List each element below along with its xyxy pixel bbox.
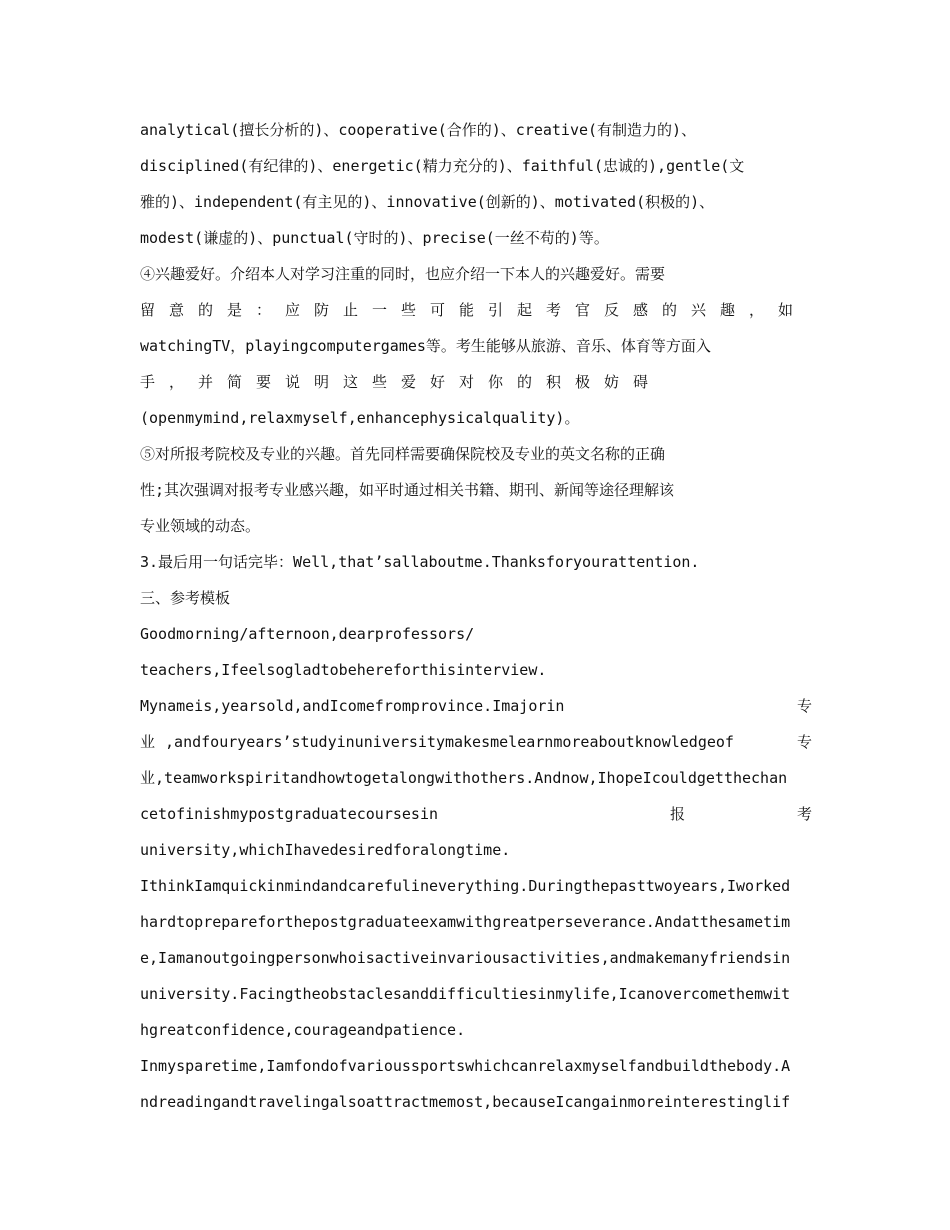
text-line: modest(谦虚的)、punctual(守时的)、precise(一丝不苟的)等。 xyxy=(140,229,609,247)
text-segment: cetofinishmypostgraduatecoursesin xyxy=(140,805,439,823)
text-line: ⑤对所报考院校及专业的兴趣。首先同样需要确保院校及专业的英文名称的正确 xyxy=(140,445,666,463)
text-line: 留意的是：应防止一些可能引起考官反感的兴趣，如 xyxy=(140,301,808,319)
text-line: Inmysparetime,Iamfondofvarioussportswhichcanrelaxmyselfandbuildthebody.A xyxy=(140,1057,791,1075)
text-line xyxy=(140,688,812,724)
text-line: (openmymind,relaxmyself,enhancephysicalquality)。 xyxy=(140,409,580,427)
text-line: 雅的)、independent(有主见的)、innovative(创新的)、motivated(积极的)、 xyxy=(140,193,715,211)
text-line: e,Iamanoutgoingpersonwhoisactiveinvariousactivities,andmakemanyfriendsin xyxy=(140,949,791,967)
text-line: disciplined(有纪律的)、energetic(精力充分的)、faithful(忠诚的),gentle(文 xyxy=(140,157,745,175)
section-heading: 三、参考模板 xyxy=(140,589,231,607)
text-segment: 考 xyxy=(796,805,812,823)
text-line: 性;其次强调对报考专业感兴趣，如平时通过相关书籍、期刊、新闻等途径理解该 xyxy=(140,481,675,499)
document-page xyxy=(140,112,812,1120)
text-segment: 专 xyxy=(796,733,812,751)
text-segment: 业 ,andfouryears’studyinuniversitymakesmelearnmoreaboutknowledgeof xyxy=(140,733,734,751)
text-line: 手，并简要说明这些爱好对你的积极妨碍 xyxy=(140,373,663,391)
text-line: analytical(擅长分析的)、cooperative(合作的)、creative(有制造力的)、 xyxy=(140,121,697,139)
text-line xyxy=(140,724,812,760)
text-line xyxy=(140,796,812,832)
text-segment: 报 xyxy=(669,805,685,823)
text-line: teachers,Ifeelsogladtobehereforthisinterview. xyxy=(140,661,547,679)
text-line: university,whichIhavedesiredforalongtime. xyxy=(140,841,511,859)
text-line: hgreatconfidence,courageandpatience. xyxy=(140,1021,466,1039)
text-line: watchingTV，playingcomputergames等。考生能够从旅游、音乐、体育等方面入 xyxy=(140,337,711,355)
text-line: ndreadingandtravelingalsoattractmemost,becauseIcangainmoreinterestinglif xyxy=(140,1093,791,1111)
text-line: 3.最后用一句话完毕：Well,that’sallaboutme.Thanksforyourattention. xyxy=(140,553,700,571)
text-segment: 专 xyxy=(796,697,812,715)
text-segment: Mynameis,yearsold,andIcomefromprovince.Imajorin xyxy=(140,697,565,715)
text-line: IthinkIamquickinmindandcarefulineverything.Duringthepasttwoyears,Iworked xyxy=(140,877,791,895)
text-line: hardtoprepareforthepostgraduateexamwithgreatperseverance.Andatthesametim xyxy=(140,913,791,931)
text-line: 专业领域的动态。 xyxy=(140,517,261,535)
text-line: university.Facingtheobstaclesanddifficultiesinmylife,Icanovercomethemwit xyxy=(140,985,791,1003)
text-line: Goodmorning/afternoon,dearprofessors/ xyxy=(140,625,475,643)
text-line: ④兴趣爱好。介绍本人对学习注重的同时，也应介绍一下本人的兴趣爱好。需要 xyxy=(140,265,666,283)
text-line: 业,teamworkspiritandhowtogetalongwithothers.Andnow,IhopeIcouldgetthechan xyxy=(140,769,788,787)
